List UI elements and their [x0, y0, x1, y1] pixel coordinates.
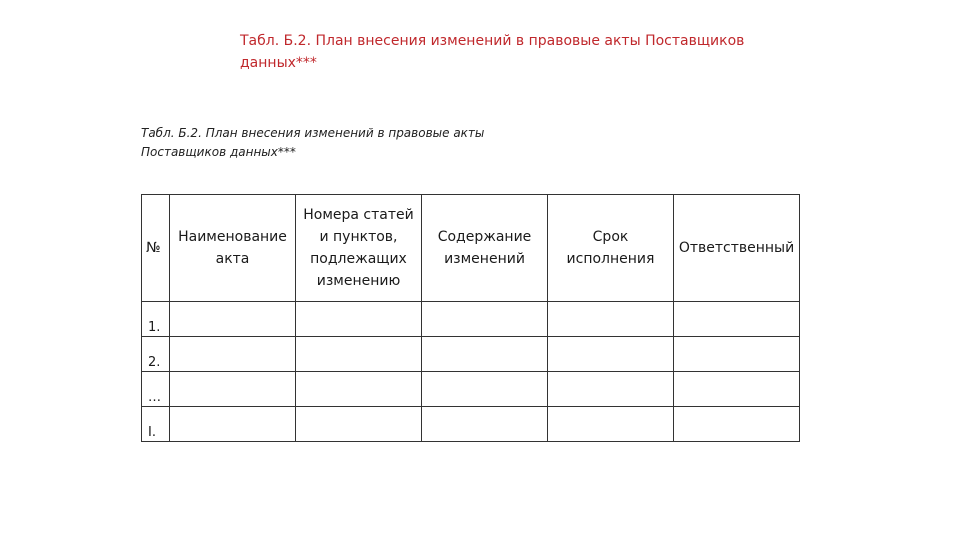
table-cell — [296, 372, 422, 407]
header-act-name: Наименование акта — [170, 195, 296, 302]
table-cell — [170, 337, 296, 372]
header-deadline: Срок исполнения — [548, 195, 674, 302]
row-number: 2. — [142, 337, 170, 372]
row-number: I. — [142, 407, 170, 442]
table-caption-line-2: Поставщиков данных*** — [141, 145, 296, 159]
table-row — [142, 337, 800, 372]
table-cell — [422, 337, 548, 372]
table-caption-line-1: Табл. Б.2. План внесения изменений в правовые акты — [141, 126, 485, 140]
table-cell — [170, 372, 296, 407]
table-cell — [674, 407, 800, 442]
table-cell — [296, 407, 422, 442]
header-responsible: Ответственный — [674, 195, 800, 302]
table-cell — [548, 337, 674, 372]
table-cell — [422, 372, 548, 407]
slide-title-line-2: данных*** — [240, 55, 317, 71]
table-caption — [141, 124, 561, 162]
table-cell — [296, 337, 422, 372]
table-cell — [548, 302, 674, 337]
table-header-row — [142, 195, 800, 302]
table-cell — [548, 407, 674, 442]
table-row — [142, 407, 800, 442]
header-change-content: Содержание изменений — [422, 195, 548, 302]
table-cell — [674, 372, 800, 407]
table-cell — [674, 302, 800, 337]
slide-title-line-1: Табл. Б.2. План внесения изменений в правовые акты Поставщиков — [240, 33, 745, 49]
row-number: 1. — [142, 302, 170, 337]
table-cell — [674, 337, 800, 372]
table-cell — [296, 302, 422, 337]
header-number: № — [142, 195, 170, 302]
slide-title — [240, 30, 800, 74]
table-cell — [170, 407, 296, 442]
table-cell — [422, 407, 548, 442]
table-row — [142, 372, 800, 407]
table-cell — [170, 302, 296, 337]
table-cell — [422, 302, 548, 337]
row-number: … — [142, 372, 170, 407]
table-row — [142, 302, 800, 337]
change-plan-table — [141, 194, 800, 442]
header-article-numbers: Номера статей и пунктов, подлежащих изменению — [296, 195, 422, 302]
table-cell — [548, 372, 674, 407]
